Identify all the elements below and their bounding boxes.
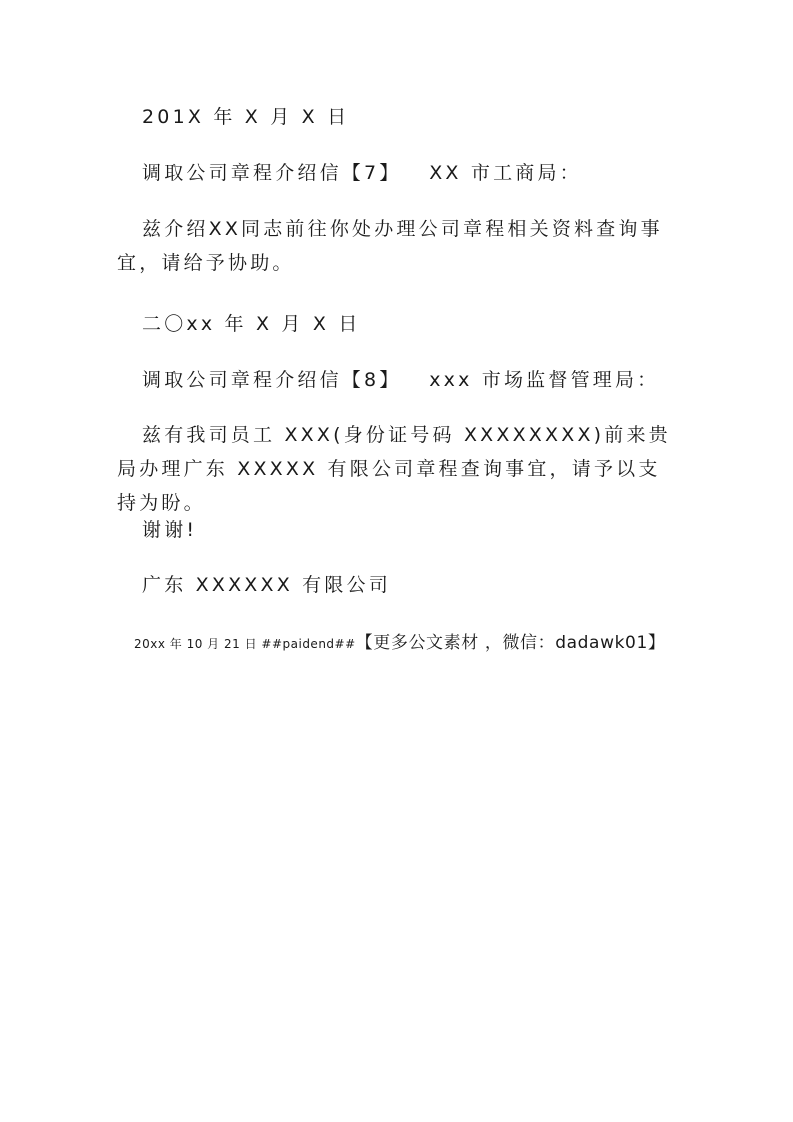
date-line-1: 201X 年 X 月 X 日 [142, 106, 350, 128]
date-line-2: 二〇xx 年 X 月 X 日 [142, 313, 361, 335]
letter-body-8: 兹有我司员工 XXX(身份证号码 XXXXXXXX)前来贵局办理广东 XXXXX 有限公司章程查询事宜，请予以支持为盼。 [117, 424, 671, 514]
company-signature: 广东 XXXXXX 有限公司 [142, 574, 391, 596]
footer-promo: 【更多公文素材 ，微信：dadawk01】 [355, 633, 666, 653]
letter-heading-8: 调取公司章程介绍信【8】 xxx 市场监督管理局： [142, 369, 660, 391]
letter-body-7: 兹介绍XX同志前往你处办理公司章程相关资料查询事宜，请给予协助。 [117, 218, 663, 274]
letter-heading-7: 调取公司章程介绍信【7】 XX 市工商局： [142, 162, 582, 184]
footer-line [134, 629, 694, 658]
footer-date: 20xx 年 10 月 21 日 ##paidend## [134, 637, 356, 651]
thanks-line: 谢谢! [142, 519, 198, 541]
